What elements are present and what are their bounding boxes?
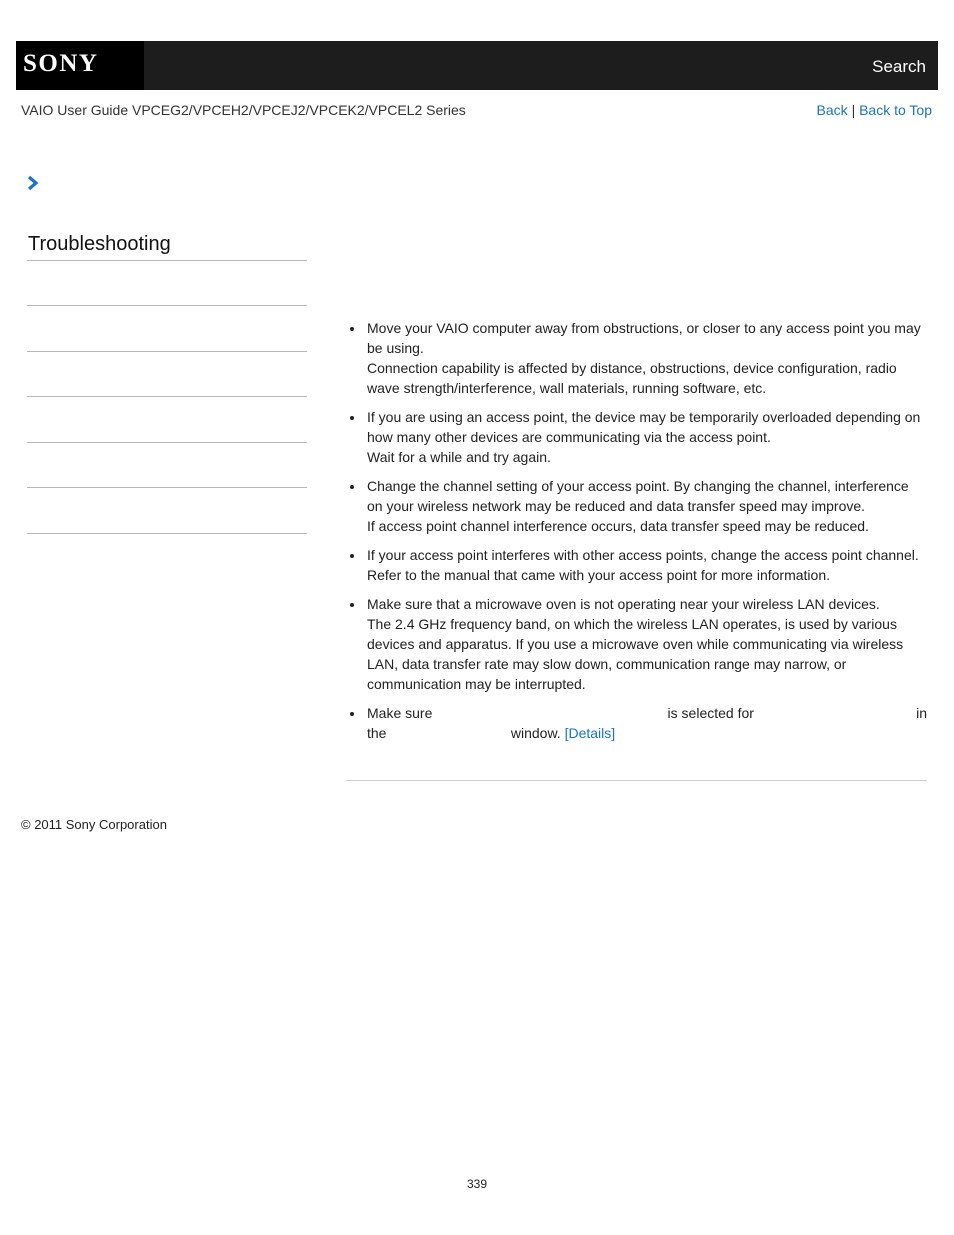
bullet-icon [350, 485, 354, 489]
sidebar-divider [27, 396, 307, 397]
tip-text: If access point channel interference occurs, data transfer speed may be reduced. [367, 518, 869, 534]
nav-links [817, 102, 932, 118]
tip-text: The 2.4 GHz frequency band, on which the wireless LAN operates, is used by various devices and apparatus. If you use a microwave oven while communicating via wireless LAN, data transfer rate may slow down, communication range may narrow, or communication may be interrupted. [367, 616, 904, 692]
tip-text: the [367, 725, 387, 741]
tip-text: Wait for a while and try again. [367, 449, 551, 465]
logo-text: SONY [23, 50, 99, 77]
section-title: Troubleshooting [28, 233, 171, 255]
list-item [346, 318, 927, 398]
chevron-right-icon[interactable] [26, 175, 40, 191]
bullet-icon [350, 554, 354, 558]
list-item [346, 407, 927, 467]
tips-content [346, 318, 927, 752]
top-bar [16, 41, 938, 90]
sidebar-divider [27, 260, 307, 261]
search-link[interactable]: Search [872, 57, 926, 76]
bullet-icon [350, 416, 354, 420]
tip-text: Connection capability is affected by distance, obstructions, device configuration, radio wave strength/interference, wall materials, running software, etc. [367, 360, 897, 396]
list-item [346, 594, 927, 694]
tip-text: Make sure [367, 705, 433, 721]
tip-line [367, 723, 927, 743]
sidebar-divider [27, 305, 307, 306]
page-number: 339 [466, 1177, 488, 1191]
details-link[interactable]: [Details] [564, 725, 616, 741]
tips-list [346, 318, 927, 743]
tip-text: Make sure that a microwave oven is not operating near your wireless LAN devices. [367, 596, 880, 612]
copyright: © 2011 Sony Corporation [21, 817, 167, 832]
tip-text: If your access point interferes with other access points, change the access point channel. Refer to the manual that came with your access point for more information. [367, 547, 919, 583]
back-to-top-link[interactable]: Back to Top [859, 102, 932, 118]
guide-title: VAIO User Guide VPCEG2/VPCEH2/VPCEJ2/VPCEK2/VPCEL2 Series [21, 102, 466, 118]
sidebar-divider [27, 487, 307, 488]
sidebar-divider [27, 351, 307, 352]
back-link[interactable]: Back [816, 102, 848, 118]
list-item [346, 703, 927, 743]
tip-text: Change the channel setting of your access point. By changing the channel, interference on your wireless network may be reduced and data transfer speed may improve. [367, 478, 909, 514]
nav-separator: | [851, 102, 856, 118]
tip-text: is selected for [667, 705, 754, 721]
content-divider [346, 780, 927, 781]
list-item [346, 476, 927, 536]
tip-text: If you are using an access point, the device may be temporarily overloaded depending on how many other devices are communicating via the access point. [367, 409, 921, 445]
bullet-icon [350, 603, 354, 607]
tip-line [367, 703, 927, 723]
bullet-icon [350, 712, 354, 716]
bullet-icon [350, 327, 354, 331]
tip-text: in [916, 705, 927, 721]
tip-text: window. [510, 725, 561, 741]
sony-logo[interactable] [16, 41, 144, 90]
sidebar-divider [27, 442, 307, 443]
tip-text: Move your VAIO computer away from obstructions, or closer to any access point you may be using. [367, 320, 921, 356]
list-item [346, 545, 927, 585]
sidebar-divider [27, 533, 307, 534]
